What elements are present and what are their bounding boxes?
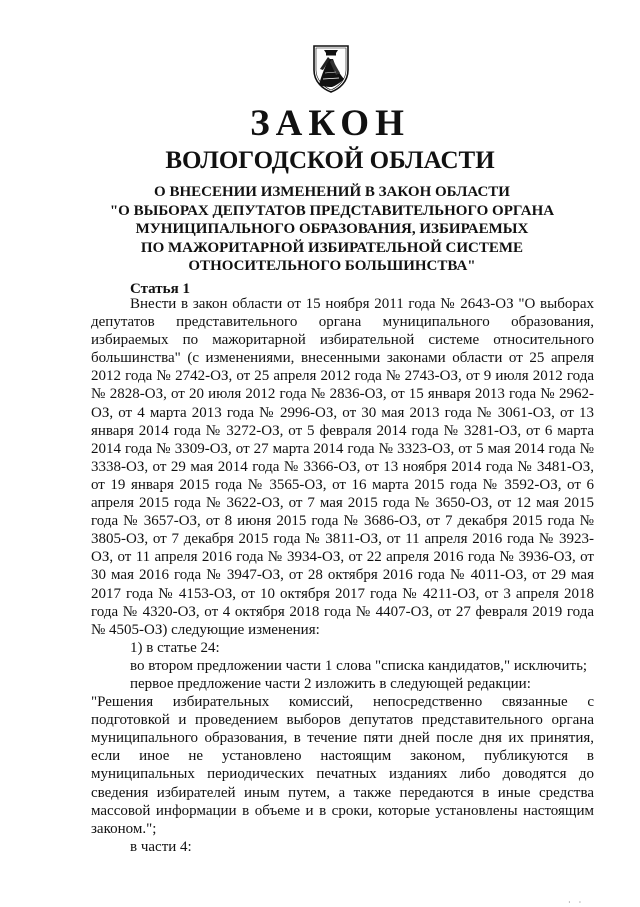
amendment-item: 1) в статье 24: xyxy=(130,639,220,656)
law-subject xyxy=(92,183,572,276)
region-name: ВОЛОГОДСКОЙ ОБЛАСТИ xyxy=(165,147,495,174)
coat-of-arms-icon xyxy=(311,43,351,93)
subject-line: "О ВЫБОРАХ ДЕПУТАТОВ ПРЕДСТАВИТЕЛЬНОГО ОРГАНА xyxy=(109,202,555,219)
scan-mark: · · xyxy=(568,898,585,907)
amendment-item: во втором предложении части 1 слова "списка кандидатов," исключить; xyxy=(130,657,588,674)
subject-line: ПО МАЖОРИТАРНОЙ ИЗБИРАТЕЛЬНОЙ СИСТЕМЕ xyxy=(140,239,524,256)
article-heading: Статья 1 xyxy=(130,281,190,297)
article-intro: Внести в закон области от 15 ноября 2011 года № 2643-ОЗ "О выборах депутатов представительного органа муниципального образования, избираемых по мажоритарной избирательной системе относительного большинства" (с изменениями, внесенными законами области от 25 апреля 2012 года № 2742-ОЗ, от 25 апреля 2012 года № 2743-ОЗ, от 9 июля 2012 года № 2828-ОЗ, от 20 июля 2012 года № 2836-ОЗ, от 15 января 2013 года № 2962-ОЗ, от 4 марта 2013 года № 2996-ОЗ, от 30 мая 2013 года № 3061-ОЗ, от 13 января 2014 года № 3272-ОЗ, от 5 февраля 2014 года № 3281-ОЗ, от 6 марта 2014 года № 3309-ОЗ, от 27 марта 2014 года № 3323-ОЗ, от 5 мая 2014 года № 3338-ОЗ, от 29 мая 2014 года № 3366-ОЗ, от 13 ноября 2014 года № 3481-ОЗ, от 19 января 2015 года № 3565-ОЗ, от 16 марта 2015 года № 3592-ОЗ, от 6 апреля 2015 года № 3622-ОЗ, от 7 мая 2015 года № 3650-ОЗ, от 12 мая 2015 года № 3657-ОЗ, от 8 июня 2015 года № 3686-ОЗ, от 7 декабря 2015 года № 3805-ОЗ, от 7 декабря 2015 года № 3811-ОЗ, от 11 апреля 2016 года № 3923-ОЗ, от 11 апреля 2016 года № 3934-ОЗ, от 22 апреля 2016 года № 3936-ОЗ, от 30 мая 2016 года № 3947-ОЗ, от 28 октября 2016 года № 4011-ОЗ, от 29 мая 2017 года № 4153-ОЗ, от 10 октября 2017 года № 4211-ОЗ, от 3 апреля 2018 года № 4320-ОЗ, от 4 октября 2018 года № 4407-ОЗ, от 27 февраля 2019 года № 4505-ОЗ) следующие изменения: xyxy=(91,296,594,638)
subject-line: ОТНОСИТЕЛЬНОГО БОЛЬШИНСТВА" xyxy=(188,258,476,274)
article-body xyxy=(91,295,594,856)
amendment-item: первое предложение части 2 изложить в следующей редакции: xyxy=(130,675,531,692)
subject-line: МУНИЦИПАЛЬНОГО ОБРАЗОВАНИЯ, ИЗБИРАЕМЫХ xyxy=(135,221,529,237)
law-title: ЗАКОН xyxy=(250,103,410,144)
subject-line: О ВНЕСЕНИИ ИЗМЕНЕНИЙ В ЗАКОН ОБЛАСТИ xyxy=(154,184,510,200)
amendment-item: в части 4: xyxy=(130,838,192,855)
amendment-quote: "Решения избирательных комиссий, непосредственно связанные с подготовкой и проведением выборов депутатов представительного органа муниципального образования, в течение пяти дней после дня их принятия, если иное не установлено настоящим законом, публикуются в муниципальных периодических печатных изданиях либо доводятся до сведения избирателей иным путем, а также передаются в иные средства массовой информации в объеме и в сроки, которые установлены настоящим законом."; xyxy=(91,694,594,837)
